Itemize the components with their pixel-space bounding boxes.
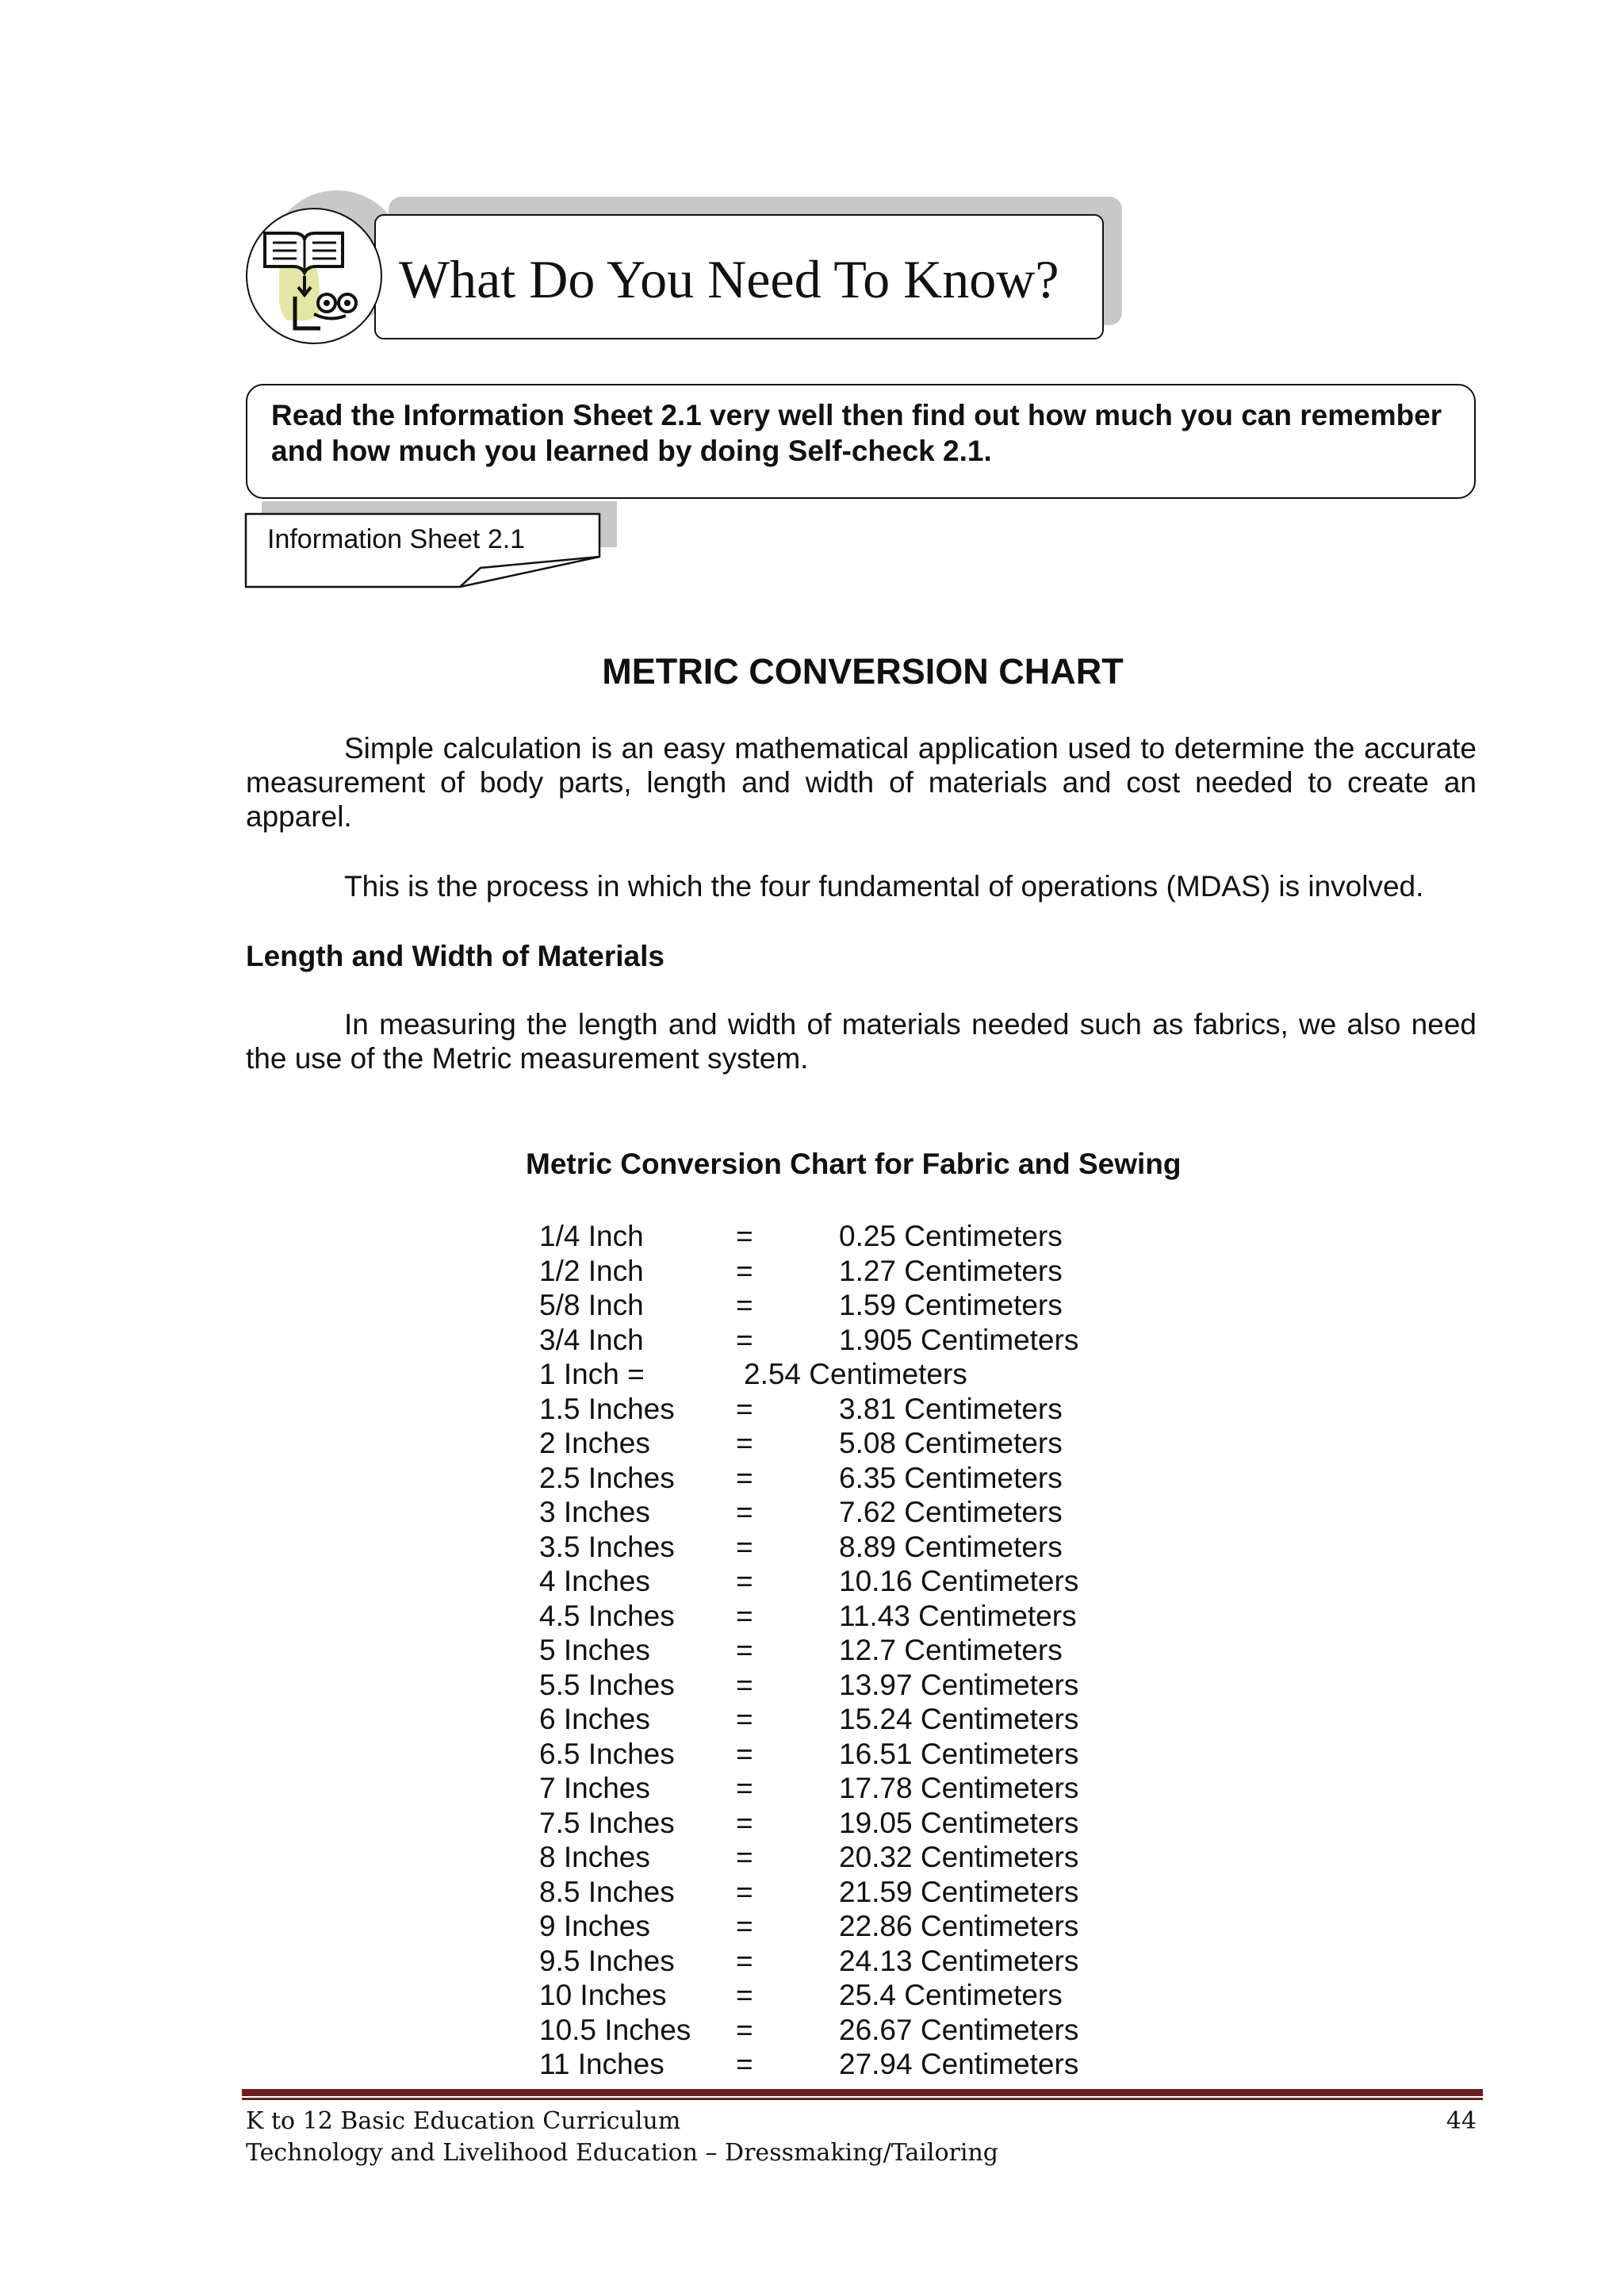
inch-value: 7.5 Inches	[539, 1806, 675, 1839]
inch-value: 11 Inches	[539, 2048, 665, 2080]
inch-value: 8.5 Inches	[539, 1875, 675, 1908]
centimeter-value: 20.32 Centimeters	[839, 1841, 1079, 1873]
centimeter-value: 1.27 Centimeters	[839, 1254, 1063, 1287]
inch-value: 1/2 Inch	[539, 1254, 644, 1287]
inch-value: 5.5 Inches	[539, 1668, 675, 1701]
equals-sign: =	[736, 1392, 753, 1425]
footer-subject: Technology and Livelihood Education – Dressmaking/Tailoring	[246, 2139, 998, 2167]
centimeter-value: 26.67 Centimeters	[839, 2013, 1079, 2046]
paragraph-metric-text: In measuring the length and width of materials needed such as fabrics, we also need the use of the Metric measurement system.	[246, 1008, 1477, 1075]
icon-circle	[246, 208, 382, 344]
equals-sign: =	[736, 1703, 753, 1735]
centimeter-value: 6.35 Centimeters	[839, 1461, 1063, 1494]
centimeter-value: 25.4 Centimeters	[839, 1979, 1063, 2011]
centimeter-value: 27.94 Centimeters	[839, 2048, 1079, 2080]
centimeter-value: 15.24 Centimeters	[839, 1703, 1079, 1735]
centimeter-value: 19.05 Centimeters	[839, 1806, 1079, 1839]
inch-value: 3.5 Inches	[539, 1530, 675, 1563]
chart-title: Metric Conversion Chart for Fabric and Sewing	[526, 1148, 1182, 1180]
inch-value: 10 Inches	[539, 1979, 667, 2011]
instruction-text: Read the Information Sheet 2.1 very well then find out how much you can remember and how much you learned by doing Self-check 2.1.	[271, 399, 1442, 467]
equals-sign: =	[736, 1806, 753, 1839]
equals-sign: =	[736, 1220, 753, 1252]
equals-sign: =	[736, 1910, 753, 1942]
equals-sign: =	[736, 1875, 753, 1908]
equals-sign: =	[736, 1841, 753, 1873]
inch-value: 9.5 Inches	[539, 1944, 675, 1977]
info-tab-label: Information Sheet 2.1	[267, 524, 526, 554]
inch-value: 5 Inches	[539, 1634, 650, 1666]
equals-sign: =	[736, 2048, 753, 2080]
inch-value: 1/4 Inch	[539, 1220, 644, 1252]
inch-value: 1 Inch =	[539, 1358, 645, 1390]
equals-sign: =	[736, 1634, 753, 1666]
inch-value: 5/8 Inch	[539, 1289, 644, 1321]
book-reader-icon	[247, 209, 381, 343]
inch-value: 4.5 Inches	[539, 1599, 675, 1632]
centimeter-value: 1.905 Centimeters	[839, 1323, 1079, 1356]
banner-title: What Do You Need To Know?	[399, 249, 1059, 309]
centimeter-value: 2.54 Centimeters	[744, 1358, 967, 1390]
paragraph-intro-text: Simple calculation is an easy mathematical application used to determine the accurate measurement of body parts, length and width of materials and cost needed to create an apparel.	[246, 732, 1477, 833]
equals-sign: =	[736, 1599, 753, 1632]
equals-sign: =	[736, 2013, 753, 2046]
inch-value: 3/4 Inch	[539, 1323, 644, 1356]
equals-sign: =	[736, 1979, 753, 2011]
equals-sign: =	[736, 1289, 753, 1321]
centimeter-value: 7.62 Centimeters	[839, 1496, 1063, 1528]
inch-value: 2.5 Inches	[539, 1461, 675, 1494]
footer-rule-thick	[242, 2089, 1483, 2096]
paragraph-mdas	[246, 869, 1477, 903]
inch-value: 9 Inches	[539, 1910, 650, 1942]
equals-sign: =	[736, 1737, 753, 1770]
equals-sign: =	[736, 1565, 753, 1597]
inch-value: 10.5 Inches	[539, 2013, 691, 2046]
equals-sign: =	[736, 1772, 753, 1804]
equals-sign: =	[736, 1461, 753, 1494]
centimeter-value: 3.81 Centimeters	[839, 1392, 1063, 1425]
centimeter-value: 13.97 Centimeters	[839, 1668, 1079, 1701]
centimeter-value: 10.16 Centimeters	[839, 1565, 1079, 1597]
centimeter-value: 17.78 Centimeters	[839, 1772, 1079, 1804]
centimeter-value: 11.43 Centimeters	[839, 1599, 1077, 1632]
paragraph-intro	[246, 731, 1477, 834]
inch-value: 2 Inches	[539, 1427, 650, 1459]
inch-value: 6.5 Inches	[539, 1737, 675, 1770]
inch-value: 3 Inches	[539, 1496, 650, 1528]
section-subheading: Length and Width of Materials	[246, 940, 665, 972]
centimeter-value: 24.13 Centimeters	[839, 1944, 1079, 1977]
centimeter-value: 1.59 Centimeters	[839, 1289, 1063, 1321]
paragraph-mdas-text: This is the process in which the four fundamental of operations (MDAS) is involved.	[344, 870, 1424, 903]
equals-sign: =	[736, 1323, 753, 1356]
centimeter-value: 8.89 Centimeters	[839, 1530, 1063, 1563]
inch-value: 6 Inches	[539, 1703, 650, 1735]
inch-value: 7 Inches	[539, 1772, 650, 1804]
footer-rule-thin	[242, 2098, 1483, 2100]
equals-sign: =	[736, 1254, 753, 1287]
centimeter-value: 21.59 Centimeters	[839, 1875, 1079, 1908]
centimeter-value: 16.51 Centimeters	[839, 1737, 1079, 1770]
inch-value: 8 Inches	[539, 1841, 650, 1873]
centimeter-value: 0.25 Centimeters	[839, 1220, 1063, 1252]
equals-sign: =	[736, 1427, 753, 1459]
equals-sign: =	[736, 1668, 753, 1701]
equals-sign: =	[736, 1944, 753, 1977]
inch-value: 4 Inches	[539, 1565, 650, 1597]
paragraph-metric	[246, 1007, 1477, 1075]
centimeter-value: 12.7 Centimeters	[839, 1634, 1063, 1666]
footer-curriculum: K to 12 Basic Education Curriculum	[246, 2107, 681, 2135]
equals-sign: =	[736, 1530, 753, 1563]
inch-value: 1.5 Inches	[539, 1392, 675, 1425]
page-number: 44	[1446, 2107, 1477, 2135]
equals-sign: =	[736, 1496, 753, 1528]
centimeter-value: 22.86 Centimeters	[839, 1910, 1079, 1942]
centimeter-value: 5.08 Centimeters	[839, 1427, 1063, 1459]
page-title: METRIC CONVERSION CHART	[602, 651, 1124, 692]
